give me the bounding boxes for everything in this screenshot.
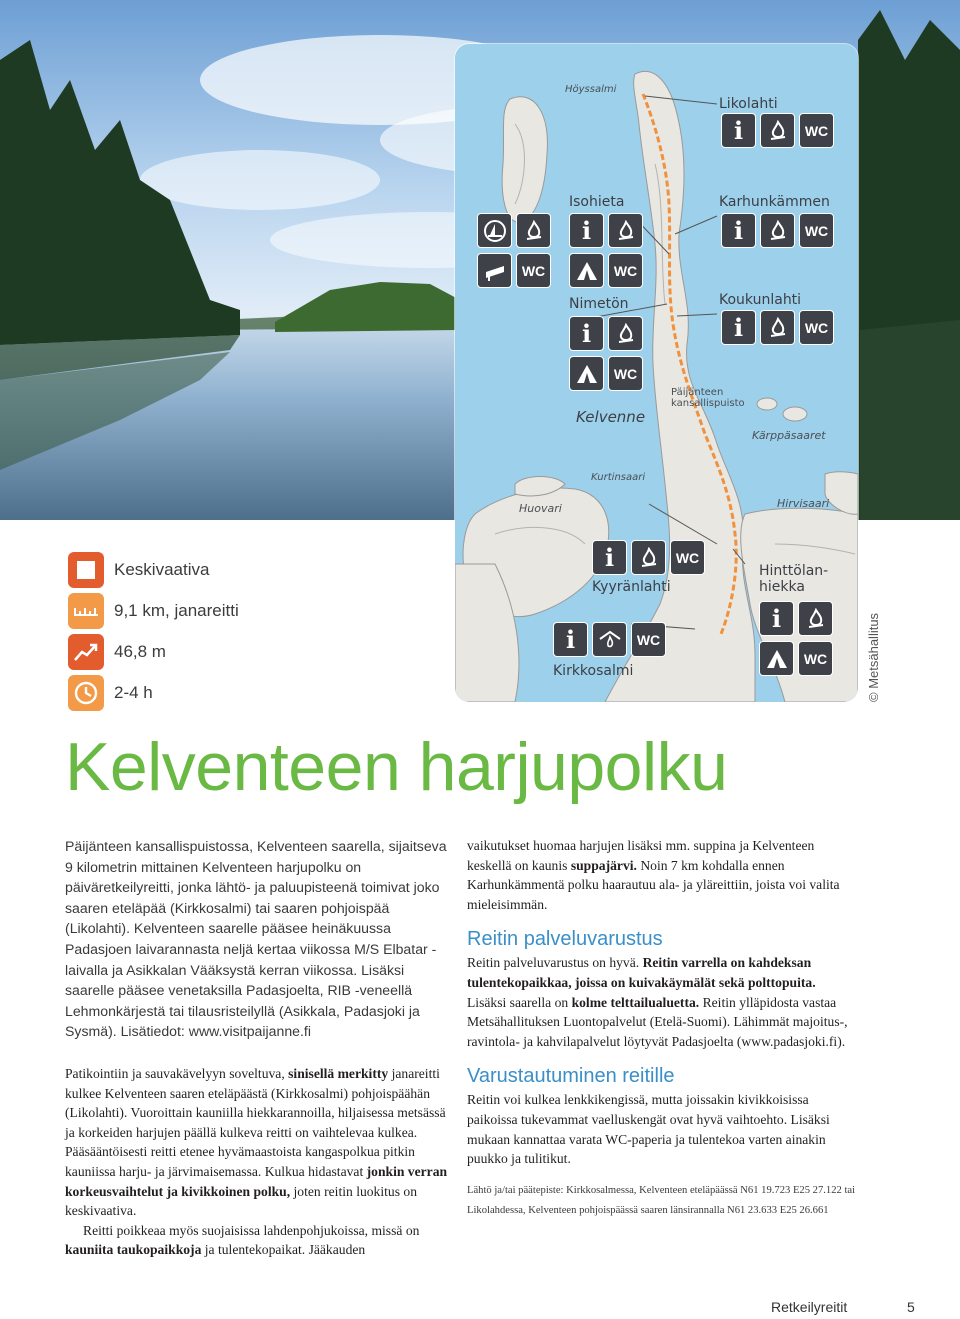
right-column	[467, 836, 857, 1220]
likolahti-icons	[721, 113, 834, 148]
map-label-kelvenne: Kelvenne	[576, 408, 646, 426]
map-label-kurtinsaari: Kurtinsaari	[591, 472, 646, 483]
nimeton-icons-2	[569, 356, 643, 391]
tent-icon	[569, 253, 604, 288]
ruler-icon	[68, 593, 104, 629]
footer-section-label: Retkeilyreitit	[771, 1299, 848, 1315]
difficulty-row	[68, 549, 239, 590]
start-point-text: Lähtö ja/tai päätepiste: Kirkkosalmessa, Kelventeen eteläpäässä N61 19.723 E25 27.122 tai Likolahdessa, Kelventeen pohjoispäässä saaren länsirannalla N61 23.633 E25 26.661	[467, 1184, 856, 1216]
isohieta-icons-2	[569, 253, 643, 288]
map-label-kirkkosalmi: Kirkkosalmi	[553, 663, 634, 679]
intro-paragraph: Päijänteen kansallispuistossa, Kelventeen saarella, sijaitseva 9 kilometrin mittainen Kelventeen harjupolku on päiväretkeilyreitti, jonka lähtö- ja paluupisteenä toimivat joko saaren eteläpää (Kirkkosalmi) tai saaren pohjoispää (Likolahti). Kelventeen saarelle pääsee heinäkuussa Padasjoen laivarannasta neljä kertaa viikossa M/S Elbatar -laivalla ja Asikkalan Vääksystä kerran viikossa. Lisäksi saarelle pääsee venetaksilla Padasjoelta, RIB -veneellä Lehmonkärjestä tai tilausristeilyllä (Asikkala, Padasjoki ja Sysmä). Lisätiedot: www.visitpaijanne.fi	[65, 838, 447, 1040]
koukunlahti-icons	[721, 310, 834, 345]
map-label-koukunlahti: Koukunlahti	[719, 292, 802, 308]
info-icon: i	[759, 601, 794, 636]
wc-icon: WC	[799, 213, 834, 248]
service-paragraph: Reitin palveluvarustus on hyvä. Reitin varrella on kahdeksan tulentekopaikkaa, joissa on kuivakäymälät sekä polttopuita. Lisäksi saarella on kolme telttailualuetta. Reitin ylläpidosta vastaa Metsähallituksen Luontopalvelut (Etelä-Suomi). Lähimmät majoitus-, ravintola- ja kahvilapalvelut löytyvät Padasjoelta (www.padasjoki.fi).	[467, 955, 848, 1049]
campfire-icon	[798, 601, 833, 636]
harbour-icons-2	[477, 253, 551, 288]
clock-icon	[68, 675, 104, 711]
body-paragraph-2: Reitti poikkeaa myös suojaisissa lahdenpohjukoissa, missä on kauniita taukopaikkoja ja tulentekopaikat. Jääkauden	[65, 1222, 420, 1258]
harbour-icons-1	[477, 213, 551, 248]
info-icon: i	[721, 310, 756, 345]
tent-icon	[759, 641, 794, 676]
difficulty-text: Keskivaativa	[114, 559, 210, 579]
info-icon: i	[721, 213, 756, 248]
nimeton-icons-1	[569, 316, 643, 351]
difficulty-square-icon	[68, 552, 104, 588]
tent-icon	[569, 356, 604, 391]
wc-icon: WC	[670, 540, 705, 575]
map-label-likolahti: Likolahti	[719, 96, 778, 112]
elevation-trend-icon	[68, 634, 104, 670]
heading-gear: Varustautuminen reitille	[467, 1065, 675, 1088]
map-label-hoyssalmi: Höyssalmi	[565, 84, 617, 95]
map-label-hirvisaari: Hirvisaari	[777, 497, 830, 510]
map-label-kyyranlahti: Kyyränlahti	[592, 579, 671, 595]
map-label-hinttolanhiekka: Hinttölan- hiekka	[759, 563, 829, 595]
route-info	[68, 549, 239, 713]
campfire-icon	[760, 113, 795, 148]
gear-paragraph: Reitin voi kulkea lenkkikengissä, mutta joissakin kivikkoisissa paikoissa tukevammat vaelluskengät ovat hyvä vaihtoehto. Lisäksi mukaan kannattaa varata WC-paperia ja tulentekoa varten ainakin puukko ja tulitikut.	[467, 1092, 830, 1167]
route-map	[455, 44, 858, 702]
length-row	[68, 590, 239, 631]
hinttolanhiekka-icons-2	[759, 641, 833, 676]
shelter-icon	[592, 622, 627, 657]
duration-row	[68, 672, 239, 713]
page-number: 5	[907, 1299, 915, 1315]
info-icon: i	[569, 316, 604, 351]
karhunkammen-icons	[721, 213, 834, 248]
info-icon: i	[553, 622, 588, 657]
map-copyright: © Metsähallitus	[866, 612, 881, 702]
length-text: 9,1 km, janareitti	[114, 600, 239, 620]
map-label-park: Päijänteen kansallispuisto	[671, 387, 745, 409]
wc-icon: WC	[799, 310, 834, 345]
campfire-icon	[760, 213, 795, 248]
map-label-karppasaaret: Kärppäsaaret	[752, 429, 826, 442]
page-title: Kelventeen harjupolku	[65, 729, 728, 805]
wc-icon: WC	[631, 622, 666, 657]
map-label-nimeton: Nimetön	[569, 296, 629, 312]
map-label-huovari: Huovari	[519, 502, 562, 515]
elevation-row	[68, 631, 239, 672]
campfire-icon	[608, 316, 643, 351]
info-icon: i	[721, 113, 756, 148]
elevation-text: 46,8 m	[114, 641, 166, 661]
wc-icon: WC	[608, 356, 643, 391]
campfire-icon	[631, 540, 666, 575]
kirkkosalmi-icons	[553, 622, 666, 657]
duration-text: 2-4 h	[114, 682, 153, 702]
campfire-icon	[608, 213, 643, 248]
hinttolanhiekka-icons-1	[759, 601, 833, 636]
map-label-isohieta: Isohieta	[569, 194, 625, 210]
boat-harbour-icon	[477, 213, 512, 248]
wc-icon: WC	[799, 113, 834, 148]
wc-icon: WC	[608, 253, 643, 288]
info-icon: i	[592, 540, 627, 575]
body-paragraph-1: Patikointiin ja sauvakävelyyn soveltuva, sinisellä merkitty janareitti kulkee Kelventeen saaren eteläpäästä (Kirkkosalmi) pohjoispäähän (Likolahti). Vuoroittain kauniilla hiekkarannoilla, hiljaisessa metsässä ja korkeiden harjujen päällä kulkeva reitti on vaihtelevaa kulkea. Pääsääntöisesti reitti etenee hyvämaastoista kangaspolkua pitkin kauniissa harju- ja järvimaisemassa. Kulkua hidastavat jonkin verran korkeusvaihtelut ja kivikkoinen polku, joten reitin luokitus on keskivaativa.	[65, 1065, 448, 1219]
isohieta-icons-1	[569, 213, 643, 248]
kyyranlahti-icons	[592, 540, 705, 575]
left-column	[65, 836, 451, 1260]
campfire-icon	[760, 310, 795, 345]
info-icon: i	[569, 213, 604, 248]
campfire-icon	[516, 213, 551, 248]
body-paragraph-3: vaikutukset huomaa harjujen lisäksi mm. suppina ja Kelventeen keskellä on kaunis suppajärvi. Noin 7 km kohdalla ennen Karhunkämmentä polku haarautuu ala- ja yläreittiin, joista voi valita mieleisimmän.	[467, 838, 840, 912]
wc-icon: WC	[516, 253, 551, 288]
heading-service: Reitin palveluvarustus	[467, 928, 663, 951]
wc-icon: WC	[798, 641, 833, 676]
dock-icon	[477, 253, 512, 288]
map-label-karhunkammen: Karhunkämmen	[719, 194, 830, 210]
